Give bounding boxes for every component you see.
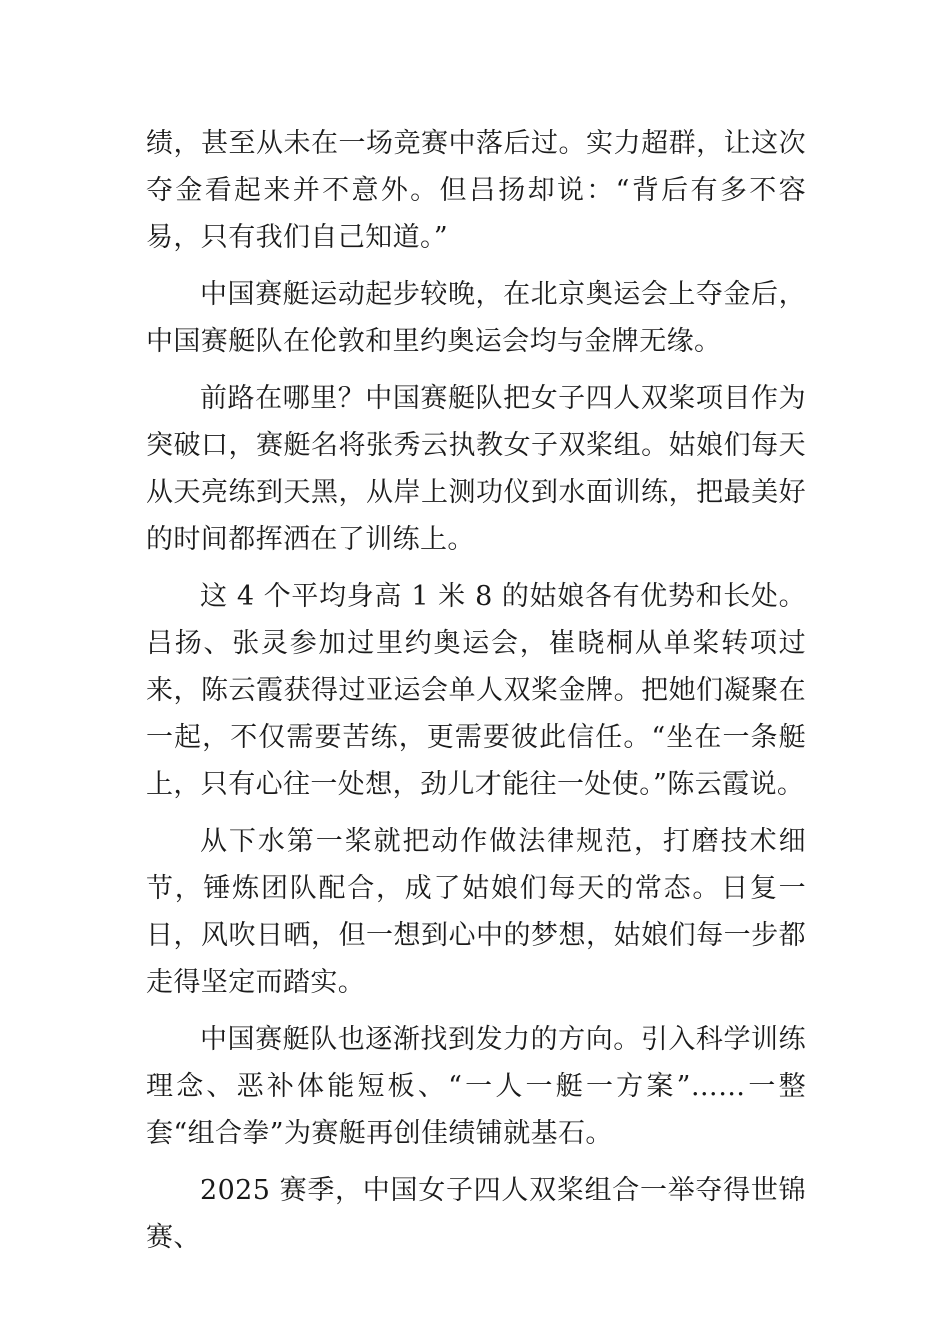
paragraph-7: 2025 赛季，中国女子四人双桨组合一举夺得世锦赛、 bbox=[146, 1175, 806, 1253]
paragraph-1: 绩，甚至从未在一场竞赛中落后过。实力超群，让这次夺金看起来并不意外。但吕扬却说：“背后有多不容易，只有我们自己知道。” bbox=[146, 128, 806, 253]
paragraph-3: 前路在哪里？中国赛艇队把女子四人双桨项目作为突破口，赛艇名将张秀云执教女子双桨组。姑娘们每天从天亮练到天黑，从岸上测功仪到水面训练，把最美好的时间都挥洒在了训练上。 bbox=[146, 383, 806, 555]
paragraph-6: 中国赛艇队也逐渐找到发力的方向。引入科学训练理念、恶补体能短板、“一人一艇一方案”……一整套“组合拳”为赛艇再创佳绩铺就基石。 bbox=[146, 1024, 806, 1149]
paragraph-5: 从下水第一桨就把动作做法律规范，打磨技术细节，锤炼团队配合，成了姑娘们每天的常态。日复一日，风吹日晒，但一想到心中的梦想，姑娘们每一步都走得坚定而踏实。 bbox=[146, 826, 806, 998]
paragraph-2: 中国赛艇运动起步较晚，在北京奥运会上夺金后，中国赛艇队在伦敦和里约奥运会均与金牌无缘。 bbox=[146, 279, 806, 357]
article-body bbox=[146, 120, 806, 1271]
paragraph-4: 这 4 个平均身高 1 米 8 的姑娘各有优势和长处。吕扬、张灵参加过里约奥运会，崔晓桐从单桨转项过来，陈云霞获得过亚运会单人双桨金牌。把她们凝聚在一起，不仅需要苦练，更需要彼此信任。“坐在一条艇上，只有心往一处想，劲儿才能往一处使。”陈云霞说。 bbox=[146, 581, 806, 800]
